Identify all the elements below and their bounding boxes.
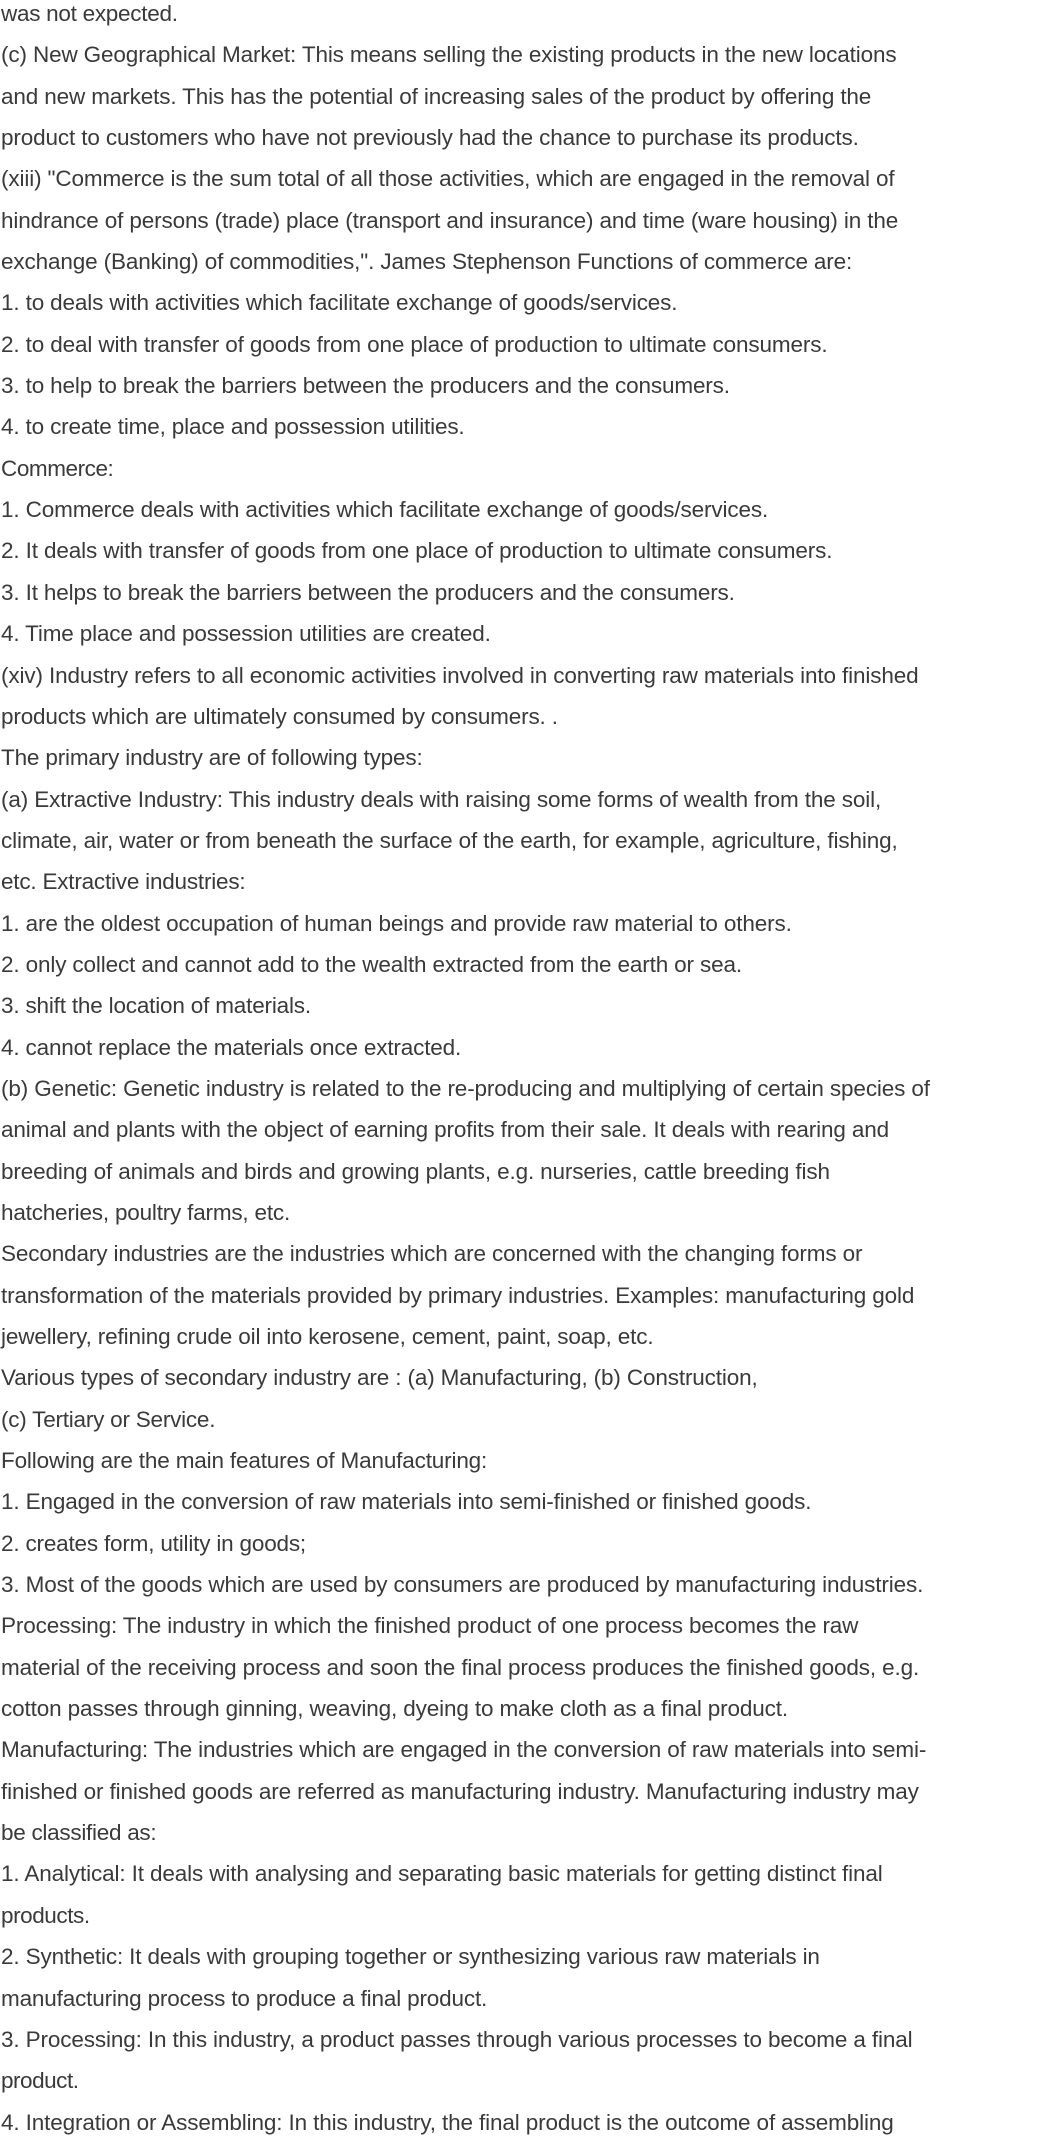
- text-line: 2. creates form, utility in goods;: [1, 1530, 306, 1556]
- text-line: products.: [1, 1902, 90, 1928]
- text-line: hindrance of persons (trade) place (transport and insurance) and time (ware housing) in the: [1, 207, 899, 233]
- text-line: 3. Most of the goods which are used by consumers are produced by manufacturing industries.: [1, 1572, 924, 1598]
- text-line: (c) Tertiary or Service.: [1, 1406, 216, 1432]
- text-line: material of the receiving process and soon the final process produces the finished goods, e.g.: [1, 1654, 920, 1680]
- text-line: exchange (Banking) of commodities,". James Stephenson Functions of commerce are:: [1, 249, 853, 275]
- text-line: and new markets. This has the potential of increasing sales of the product by offering the: [1, 83, 872, 109]
- text-line: product.: [1, 2068, 79, 2094]
- text-line: 4. Integration or Assembling: In this industry, the final product is the outcome of assembling: [1, 2109, 894, 2135]
- text-line: (xiv) Industry refers to all economic activities involved in converting raw materials into finished: [1, 662, 919, 688]
- text-line: finished or finished goods are referred as manufacturing industry. Manufacturing industry may: [1, 1778, 919, 1804]
- text-line: Various types of secondary industry are : (a) Manufacturing, (b) Construction,: [1, 1365, 758, 1391]
- text-line: 3. shift the location of materials.: [1, 993, 311, 1019]
- text-line: 1. to deals with activities which facilitate exchange of goods/services.: [1, 290, 678, 316]
- text-line: 2. Synthetic: It deals with grouping together or synthesizing various raw materials in: [1, 1944, 820, 1970]
- text-line: (b) Genetic: Genetic industry is related to the re-producing and multiplying of certain species of: [1, 1075, 930, 1101]
- text-line: product to customers who have not previously had the chance to purchase its products.: [1, 125, 859, 151]
- text-line: Secondary industries are the industries which are concerned with the changing forms or: [1, 1241, 863, 1267]
- text-line: 1. Analytical: It deals with analysing and separating basic materials for getting distinct final: [1, 1861, 883, 1887]
- text-line: was not expected.: [1, 1, 178, 26]
- text-line: 4. Time place and possession utilities are created.: [1, 621, 491, 647]
- text-line: 3. It helps to break the barriers between the producers and the consumers.: [1, 579, 735, 605]
- text-line: 4. to create time, place and possession utilities.: [1, 414, 465, 440]
- text-line: cotton passes through ginning, weaving, dyeing to make cloth as a final product.: [1, 1696, 788, 1722]
- text-line: 2. to deal with transfer of goods from one place of production to ultimate consumers.: [1, 331, 828, 357]
- text-line: be classified as:: [1, 1820, 157, 1846]
- text-line: 2. only collect and cannot add to the wealth extracted from the earth or sea.: [1, 951, 742, 977]
- text-line: transformation of the materials provided by primary industries. Examples: manufacturing gold: [1, 1282, 915, 1308]
- text-line: 2. It deals with transfer of goods from one place of production to ultimate consumers.: [1, 538, 833, 564]
- text-line: 4. cannot replace the materials once extracted.: [1, 1034, 462, 1060]
- text-line: 3. Processing: In this industry, a product passes through various processes to become a final: [1, 2026, 913, 2052]
- text-line: (xiii) "Commerce is the sum total of all those activities, which are engaged in the removal of: [1, 166, 895, 192]
- text-line: (a) Extractive Industry: This industry deals with raising some forms of wealth from the soil,: [1, 786, 882, 812]
- text-line: Commerce:: [1, 455, 114, 481]
- text-line: etc. Extractive industries:: [1, 869, 246, 895]
- text-line: 1. are the oldest occupation of human beings and provide raw material to others.: [1, 910, 792, 936]
- text-line: The primary industry are of following types:: [1, 745, 423, 771]
- text-line: manufacturing process to produce a final product.: [1, 1985, 488, 2011]
- text-line: hatcheries, poultry farms, etc.: [1, 1199, 291, 1225]
- text-line: 1. Commerce deals with activities which facilitate exchange of goods/services.: [1, 497, 769, 523]
- text-line: products which are ultimately consumed by consumers. .: [1, 703, 558, 729]
- text-line: 1. Engaged in the conversion of raw materials into semi-finished or finished goods.: [1, 1489, 812, 1515]
- text-line: jewellery, refining crude oil into kerosene, cement, paint, soap, etc.: [1, 1324, 654, 1349]
- text-line: animal and plants with the object of earning profits from their sale. It deals with rearing and: [1, 1117, 889, 1143]
- text-line: 3. to help to break the barriers between the producers and the consumers.: [1, 373, 730, 399]
- text-line: Following are the main features of Manufacturing:: [1, 1448, 488, 1474]
- text-line: breeding of animals and birds and growing plants, e.g. nurseries, cattle breeding fish: [1, 1158, 830, 1184]
- text-line: (c) New Geographical Market: This means selling the existing products in the new locations: [1, 42, 897, 68]
- text-line: climate, air, water or from beneath the surface of the earth, for example, agriculture, fishing,: [1, 827, 898, 853]
- text-line: Processing: The industry in which the finished product of one process becomes the raw: [1, 1613, 859, 1639]
- text-line: Manufacturing: The industries which are engaged in the conversion of raw materials into semi-: [1, 1737, 927, 1763]
